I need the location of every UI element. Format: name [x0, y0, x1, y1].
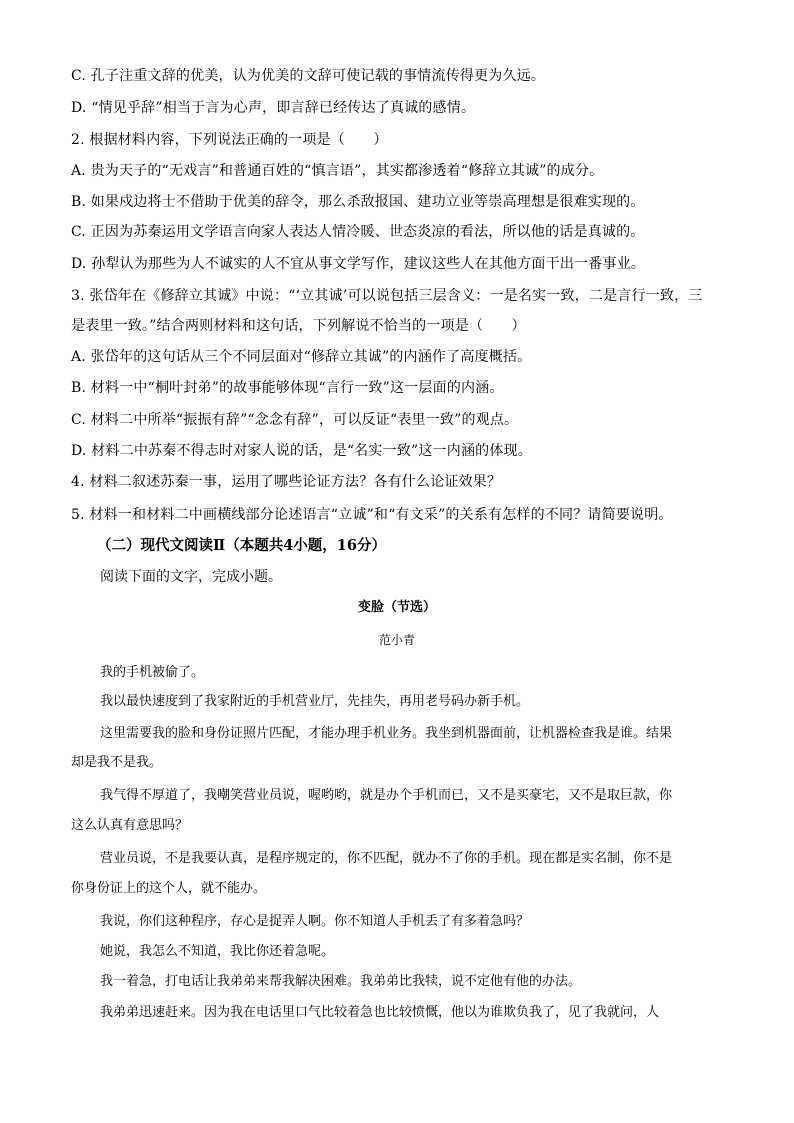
story-title: 变脸（节选） [357, 600, 436, 615]
story-paragraph: 她说，我怎么不知道，我比你还着急呢。 [100, 944, 335, 959]
story-paragraph: 这里需要我的脸和身份证照片匹配，才能办理手机业务。我坐到机器面前，让机器检查我是谁。结果 [100, 726, 673, 741]
q5-stem: 5. 材料一和材料二中画横线部分论述语言“立诚”和“有文采”的关系有怎样的不同？请简要说明。 [71, 507, 673, 523]
story-paragraph: 我的手机被偷了。 [100, 665, 205, 680]
story-paragraph: 我说，你们这种程序，存心是捉弄人啊。你不知道人手机丢了有多着急吗？ [100, 914, 530, 929]
story-paragraph: 营业员说，不是我要认真，是程序规定的，你不匹配，就办不了你的手机。现在都是实名制，你不是 [100, 851, 673, 866]
q3-option-d: D. 材料二中苏秦不得志时对家人说的话，是“名实一致”这一内涵的体现。 [71, 443, 532, 459]
story-paragraph-continuation: 这么认真有意思吗？ [71, 818, 189, 833]
q3-option-c: C. 材料二中所举“振振有辞”“念念有辞”，可以反证“表里一致”的观点。 [71, 412, 519, 428]
q2-stem: 2. 根据材料内容，下列说法正确的一项是（ ） [71, 132, 388, 148]
q4-stem: 4. 材料二叙述苏秦一事，运用了哪些论证方法？各有什么论证效果？ [71, 474, 502, 490]
q3-stem-line2: 是表里一致。”结合两则材料和这句话，下列解说不恰当的一项是（ ） [71, 318, 526, 334]
story-paragraph: 我气得不厚道了，我嘲笑营业员说，喔哟哟，就是办个手机而已，又不是买豪宅，又不是取巨款，你 [100, 788, 673, 803]
section-title: （二）现代文阅读Ⅱ（本题共4小题，16分） [97, 537, 386, 554]
q2-option-a: A. 贵为天子的“无戏言”和普通百姓的“慎言语”，其实都渗透着“修辞立其诚”的成分。 [71, 163, 604, 179]
q2-option-b: B. 如果戍边将士不借助于优美的辞令，那么杀敌报国、建功立业等崇高理想是很难实现的。 [71, 194, 645, 210]
story-paragraph: 我以最快速度到了我家附近的手机营业厅，先挂失，再用老号码办新手机。 [100, 694, 530, 709]
q3-option-a: A. 张岱年的这句话从三个不同层面对“修辞立其诚”的内涵作了高度概括。 [71, 349, 532, 365]
q1-option-c: C. 孔子注重文辞的优美，认为优美的文辞可使记载的事情流传得更为久远。 [71, 68, 546, 84]
story-paragraph-continuation: 却是我不是我。 [71, 755, 163, 770]
q2-option-c: C. 正因为苏秦运用文学语言向家人表达人情冷暖、世态炎凉的看法，所以他的话是真诚的。 [71, 224, 645, 240]
story-paragraph-continuation: 你身份证上的这个人，就不能办。 [71, 881, 267, 896]
q3-stem-line1: 3. 张岱年在《修辞立其诚》中说：“‘立其诚’可以说包括三层含义：一是名实一致，二是言行一致，三 [71, 288, 703, 304]
story-author: 范小青 [378, 633, 415, 647]
section-instruction: 阅读下面的文字，完成小题。 [100, 569, 282, 585]
q3-option-b: B. 材料一中“桐叶封弟”的故事能够体现“言行一致”这一层面的内涵。 [71, 380, 504, 396]
story-paragraph: 我弟弟迅速赶来。因为我在电话里口气比较着急也比较愤慨，他以为谁欺负我了，见了我就问，人 [100, 1005, 660, 1020]
story-paragraph: 我一着急，打电话让我弟弟来帮我解决困难。我弟弟比我犊，说不定他有他的办法。 [100, 974, 582, 989]
q1-option-d: D. “情见乎辞”相当于言为心声，即言辞已经传达了真诚的感情。 [71, 100, 476, 116]
q2-option-d: D. 孙犁认为那些为人不诚实的人不宜从事文学写作，建议这些人在其他方面干出一番事业。 [71, 256, 646, 272]
